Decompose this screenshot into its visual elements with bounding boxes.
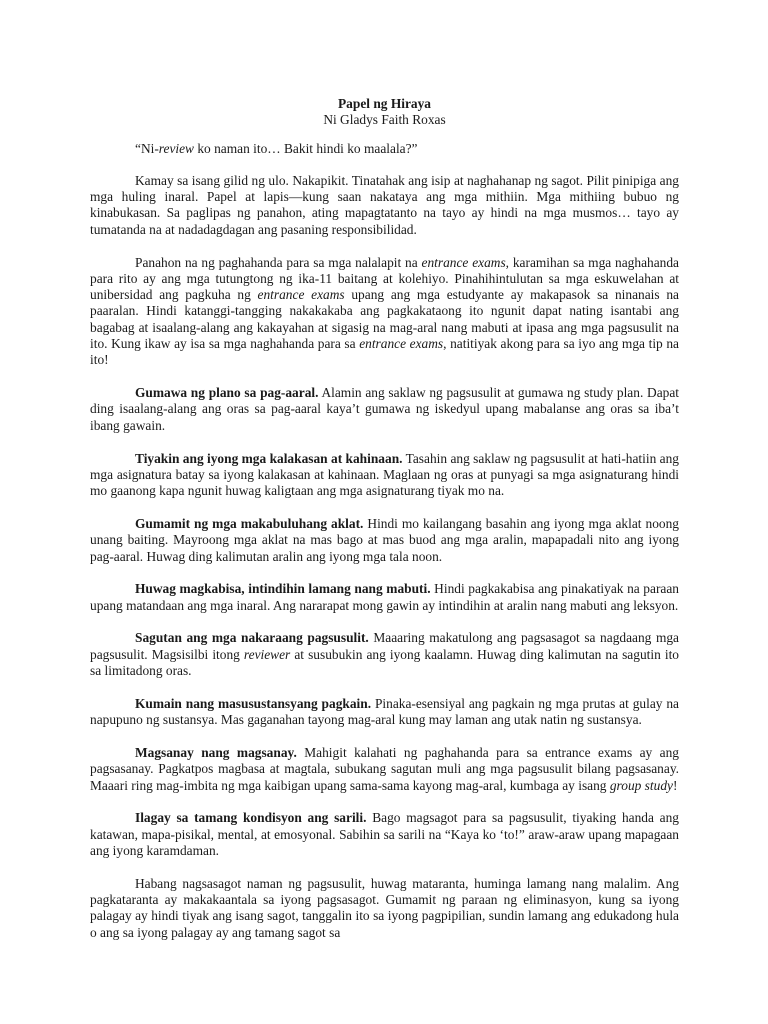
opening-quote — [90, 141, 679, 157]
tip-heading: Gumawa ng plano sa pag-aaral. — [135, 385, 319, 401]
paragraph-text: Panahon na ng paghahanda para sa mga nalalapit na — [135, 254, 422, 270]
document-title: Papel ng Hiraya — [338, 96, 431, 111]
italic-term: entrance exams — [257, 287, 345, 303]
tip-heading: Tiyakin ang iyong mga kalakasan at kahinaan. — [135, 450, 403, 466]
tip-paragraph-food — [90, 696, 679, 729]
tip-paragraph-strengths — [90, 451, 679, 500]
paragraph-text: , karamihan sa mga naghahanda para rito ay ang mga tutungtong ng ika-11 baitang at kolehiyo. Pinahihintulutan sa mga eskuwelahan at unibersidad ang pagkuha ng — [90, 254, 679, 303]
tip-text: ! — [672, 777, 678, 793]
tip-text: Hindi pagkakabisa ang pinakatiyak na paraan upang matandaan ang mga inaral. Ang nararapat mong gawin ay intindihin at aralin nang mabuti ang leksyon. — [90, 581, 679, 613]
tip-text: Tasahin ang saklaw ng pagsusulit at hati-hatiin ang mga asignatura batay sa iyong kalakasan at kahinaan. Maglaan ng oras at punyagi sa mga asignaturang hindi mo gaanong kapa ngunit huwag kaligtaan ang mga asignaturang tiyak mo na. — [90, 450, 679, 499]
tip-paragraph-condition — [90, 810, 679, 859]
tip-text: Bago magsagot para sa pagsusulit, tiyaking handa ang katawan, mapa-pisikal, mental, at emosyonal. Sabihin sa sarili na “Kaya ko ‘to!” araw-araw upang mapagaan ang iyong karamdaman. — [90, 810, 679, 858]
tip-heading: Huwag magkabisa, intindihin lamang nang mabuti. — [135, 581, 431, 597]
italic-term: entrance exams — [359, 336, 444, 352]
quote-italic-text: review — [158, 140, 194, 156]
tip-text: at susubukin ang iyong kaalamn. Huwag ding kalimutan na sagutin ito sa limitadong oras. — [90, 646, 679, 679]
quote-text: ko naman ito… Bakit hindi ko maalala?” — [194, 140, 418, 156]
tip-heading: Magsanay nang magsanay. — [135, 744, 297, 760]
tip-heading: Gumamit ng mga makabuluhang aklat. — [135, 515, 364, 531]
closing-paragraph: Habang nagsasagot naman ng pagsusulit, huwag mataranta, huminga lamang nang malalim. Ang pagkataranta ay makakaantala sa iyong pagsasagot. Gumamit ng paraan ng eliminasyon, kung sa iyong palagay ay hindi tiyak ang isang sagot, tanggalin ito sa iyong pagpipilian, sundin lamang ang edukadong hula o ang sa iyong palagay ay ang tamang sagot sa — [90, 875, 679, 940]
tip-text: Maaaring makatulong ang pagsasagot sa nagdaang mga pagsusulit. Magsisilbi itong — [90, 630, 679, 662]
tip-heading: Sagutan ang mga nakaraang pagsusulit. — [135, 630, 369, 646]
tip-paragraph-practice — [90, 745, 679, 794]
tip-text: Alamin ang saklaw ng pagsusulit at gumawa ng study plan. Dapat ding isaalang-alang ang oras sa pag-aaral kaya’t gumawa ng iskedyul upang mabalanse ang oras sa iba’t ibang gawain. — [90, 385, 679, 433]
context-paragraph — [90, 255, 679, 369]
quote-text: “Ni- — [135, 140, 159, 156]
tip-heading: Ilagay sa tamang kondisyon ang sarili. — [135, 810, 367, 826]
tip-paragraph-study-plan — [90, 385, 679, 434]
document-author: Ni Gladys Faith Roxas — [323, 112, 446, 128]
paragraph-text: , natitiyak akong para sa iyo ang mga tip na ito! — [90, 336, 679, 368]
tip-paragraph-understand — [90, 581, 679, 614]
tip-text: Hindi mo kailangang basahin ang iyong mga aklat noong unang baiting. Mayroong mga aklat na mas bago at mas buod ang mga aralin, mapapadali nito ang iyong pag-aaral. Huwag ding kalimutan aralin ang iyong mga tala noon. — [90, 515, 679, 564]
tip-heading: Kumain nang masusustansyang pagkain. — [135, 695, 372, 711]
italic-term: reviewer — [243, 646, 291, 662]
tip-text: Mahigit kalahati ng paghahanda para sa entrance exams ay ang pagsasanay. Pagkatpos magbasa at magtala, subukang sagutan muli ang mga pagsusulit bilang pagsasanay. Maaari ring mag-imbita ng mga kaibigan upang sama-sama kayong mag-aral, kumbaga ay isang — [90, 744, 679, 793]
italic-term: group study — [609, 777, 673, 793]
tip-text: Pinaka-esensiyal ang pagkain ng mga prutas at gulay na napupuno ng sustansya. Mas gaganahan tayong mag-aral kung may laman ang utak natin ng sustansya. — [90, 695, 679, 728]
tip-paragraph-past-exams — [90, 630, 679, 679]
tip-paragraph-books — [90, 516, 679, 565]
italic-term: entrance exams — [421, 254, 506, 270]
intro-paragraph: Kamay sa isang gilid ng ulo. Nakapikit. Tinatahak ang isip at naghahanap ng sagot. Pilit pinipiga ang mga huling inaral. Papel at lapis—kung saan nakataya ang mga mithiin. Mga mithiing bubuo ng kinabukasan. Sa paglipas ng panahon, ating mapagtatanto na tayo ay hindi na mga musmos… tayo ay tumatanda na at nadadagdagan ang pasaning responsibilidad. — [90, 172, 679, 237]
document-body — [90, 96, 679, 957]
paragraph-text: upang ang mga estudyante ay makapasok sa ninanais na paaralan. Hindi katanggi-tangging nakakakaba ang pagkakataong ito ngunit dapat nating isantabi ang bagabag at isaalang-alang ang kakayahan at sigasig na mag-aral nang mabuti at ipasa ang mga pagsusulit na ito. Kung ikaw ay isa sa mga naghahanda para sa — [90, 287, 679, 352]
